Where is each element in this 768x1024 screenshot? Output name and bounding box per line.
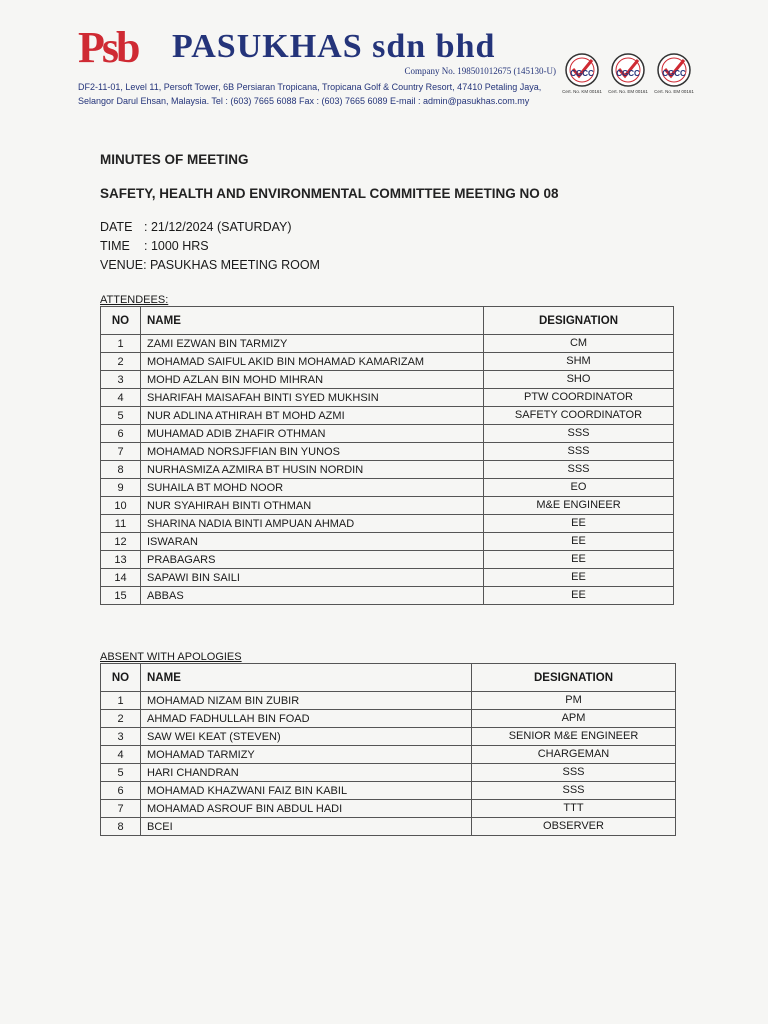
- table-row: [101, 587, 674, 605]
- row-name: MOHAMAD ASROUF BIN ABDUL HADI: [141, 800, 472, 818]
- meeting-subtitle: SAFETY, HEALTH AND ENVIRONMENTAL COMMITTEE MEETING NO 08: [100, 186, 559, 201]
- company-address: [78, 80, 558, 108]
- row-name: SAW WEI KEAT (STEVEN): [141, 728, 472, 746]
- time-label: TIME: [100, 239, 130, 253]
- table-row: [101, 407, 674, 425]
- attendees-section-title: ATTENDEES:: [100, 294, 169, 306]
- row-number: 12: [101, 533, 141, 551]
- row-designation: PTW COORDINATOR: [484, 389, 674, 407]
- row-designation: EE: [484, 515, 674, 533]
- table-row: [101, 764, 676, 782]
- column-header-name: NAME: [141, 664, 472, 692]
- meeting-time: [100, 237, 320, 256]
- row-designation: SHM: [484, 353, 674, 371]
- table-row: [101, 443, 674, 461]
- row-number: 5: [101, 407, 141, 425]
- row-name: ZAMI EZWAN BIN TARMIZY: [141, 335, 484, 353]
- row-designation: EE: [484, 551, 674, 569]
- row-designation: SENIOR M&E ENGINEER: [472, 728, 676, 746]
- row-name: SUHAILA BT MOHD NOOR: [141, 479, 484, 497]
- cgcc-badge-icon: [654, 52, 694, 94]
- row-number: 10: [101, 497, 141, 515]
- row-number: 8: [101, 818, 141, 836]
- svg-text:CGCC: CGCC: [570, 69, 594, 78]
- table-row: [101, 335, 674, 353]
- row-number: 11: [101, 515, 141, 533]
- row-designation: EE: [484, 587, 674, 605]
- row-designation: TTT: [472, 800, 676, 818]
- row-number: 3: [101, 728, 141, 746]
- row-name: BCEI: [141, 818, 472, 836]
- row-designation: EO: [484, 479, 674, 497]
- row-number: 5: [101, 764, 141, 782]
- row-designation: SSS: [472, 764, 676, 782]
- row-name: SHARINA NADIA BINTI AMPUAN AHMAD: [141, 515, 484, 533]
- company-logo: Psb: [78, 23, 138, 72]
- table-row: [101, 818, 676, 836]
- row-number: 1: [101, 335, 141, 353]
- table-header-row: [101, 664, 676, 692]
- row-name: MOHAMAD NORSJFFIAN BIN YUNOS: [141, 443, 484, 461]
- row-name: ABBAS: [141, 587, 484, 605]
- document-title: MINUTES OF MEETING: [100, 152, 249, 167]
- row-name: SHARIFAH MAISAFAH BINTI SYED MUKHSIN: [141, 389, 484, 407]
- table-row: [101, 782, 676, 800]
- meeting-date: [100, 218, 320, 237]
- date-value: : 21/12/2024 (SATURDAY): [144, 220, 292, 234]
- table-row: [101, 389, 674, 407]
- table-row: [101, 497, 674, 515]
- row-name: MOHAMAD TARMIZY: [141, 746, 472, 764]
- column-header-no: NO: [101, 664, 141, 692]
- column-header-name: NAME: [141, 307, 484, 335]
- row-name: HARI CHANDRAN: [141, 764, 472, 782]
- cgcc-badge-icon: [608, 52, 648, 94]
- row-number: 8: [101, 461, 141, 479]
- svg-text:CGCC: CGCC: [616, 69, 640, 78]
- table-row: [101, 692, 676, 710]
- row-designation: SSS: [484, 443, 674, 461]
- row-number: 15: [101, 587, 141, 605]
- row-name: NUR ADLINA ATHIRAH BT MOHD AZMI: [141, 407, 484, 425]
- row-name: AHMAD FADHULLAH BIN FOAD: [141, 710, 472, 728]
- row-name: MOHAMAD KHAZWANI FAIZ BIN KABIL: [141, 782, 472, 800]
- table-row: [101, 479, 674, 497]
- table-row: [101, 569, 674, 587]
- company-name: PASUKHAS sdn bhd: [172, 28, 496, 65]
- venue-value: : PASUKHAS MEETING ROOM: [143, 258, 320, 272]
- row-designation: SSS: [484, 425, 674, 443]
- table-row: [101, 461, 674, 479]
- table-row: [101, 551, 674, 569]
- address-line-1: DF2-11-01, Level 11, Persoft Tower, 6B Persiaran Tropicana, Tropicana Golf & Country Resort, 47410 Petaling Jaya,: [78, 82, 542, 92]
- address-line-2: Selangor Darul Ehsan, Malaysia. Tel : (603) 7665 6088 Fax : (603) 7665 6089 E-mail : admin@pasukhas.com.my: [78, 96, 530, 106]
- row-designation: OBSERVER: [472, 818, 676, 836]
- row-number: 1: [101, 692, 141, 710]
- row-designation: EE: [484, 533, 674, 551]
- row-designation: SSS: [484, 461, 674, 479]
- absent-section-title: ABSENT WITH APOLOGIES: [100, 651, 242, 663]
- time-value: : 1000 HRS: [144, 239, 209, 253]
- row-number: 7: [101, 800, 141, 818]
- row-designation: PM: [472, 692, 676, 710]
- table-row: [101, 800, 676, 818]
- row-number: 7: [101, 443, 141, 461]
- table-row: [101, 425, 674, 443]
- table-row: [101, 371, 674, 389]
- row-designation: M&E ENGINEER: [484, 497, 674, 515]
- table-row: [101, 710, 676, 728]
- row-designation: CM: [484, 335, 674, 353]
- venue-label: VENUE: [100, 258, 144, 272]
- table-header-row: [101, 307, 674, 335]
- certification-badges: [562, 52, 702, 114]
- row-name: NUR SYAHIRAH BINTI OTHMAN: [141, 497, 484, 515]
- row-number: 6: [101, 425, 141, 443]
- row-name: MOHAMAD SAIFUL AKID BIN MOHAMAD KAMARIZAM: [141, 353, 484, 371]
- row-designation: SAFETY COORDINATOR: [484, 407, 674, 425]
- row-name: PRABAGARS: [141, 551, 484, 569]
- row-name: NURHASMIZA AZMIRA BT HUSIN NORDIN: [141, 461, 484, 479]
- absent-table: [100, 663, 676, 836]
- row-name: MOHD AZLAN BIN MOHD MIHRAN: [141, 371, 484, 389]
- table-row: [101, 728, 676, 746]
- row-name: MOHAMAD NIZAM BIN ZUBIR: [141, 692, 472, 710]
- date-label: DATE: [100, 220, 133, 234]
- column-header-designation: DESIGNATION: [472, 664, 676, 692]
- table-row: [101, 533, 674, 551]
- table-row: [101, 353, 674, 371]
- row-number: 9: [101, 479, 141, 497]
- cert-number: Cert. No. EM 00161: [608, 89, 648, 94]
- row-name: MUHAMAD ADIB ZHAFIR OTHMAN: [141, 425, 484, 443]
- meeting-venue: [100, 256, 320, 275]
- row-name: ISWARAN: [141, 533, 484, 551]
- column-header-designation: DESIGNATION: [484, 307, 674, 335]
- meeting-details: [100, 218, 320, 275]
- company-registration-no: Company No. 198501012675 (145130-U): [404, 66, 556, 76]
- row-number: 13: [101, 551, 141, 569]
- letterhead: [78, 22, 700, 114]
- row-number: 2: [101, 710, 141, 728]
- row-number: 3: [101, 371, 141, 389]
- table-row: [101, 515, 674, 533]
- column-header-no: NO: [101, 307, 141, 335]
- table-row: [101, 746, 676, 764]
- row-number: 4: [101, 746, 141, 764]
- row-designation: SHO: [484, 371, 674, 389]
- row-name: SAPAWI BIN SAILI: [141, 569, 484, 587]
- cert-number: Cert. No. KM 00161: [562, 89, 602, 94]
- row-designation: CHARGEMAN: [472, 746, 676, 764]
- row-number: 4: [101, 389, 141, 407]
- row-designation: SSS: [472, 782, 676, 800]
- attendees-table: [100, 306, 674, 605]
- row-number: 14: [101, 569, 141, 587]
- row-number: 6: [101, 782, 141, 800]
- cert-number: Cert. No. EM 00161: [654, 89, 694, 94]
- cgcc-badge-icon: [562, 52, 602, 94]
- row-number: 2: [101, 353, 141, 371]
- row-designation: EE: [484, 569, 674, 587]
- row-designation: APM: [472, 710, 676, 728]
- svg-text:CGCC: CGCC: [662, 69, 686, 78]
